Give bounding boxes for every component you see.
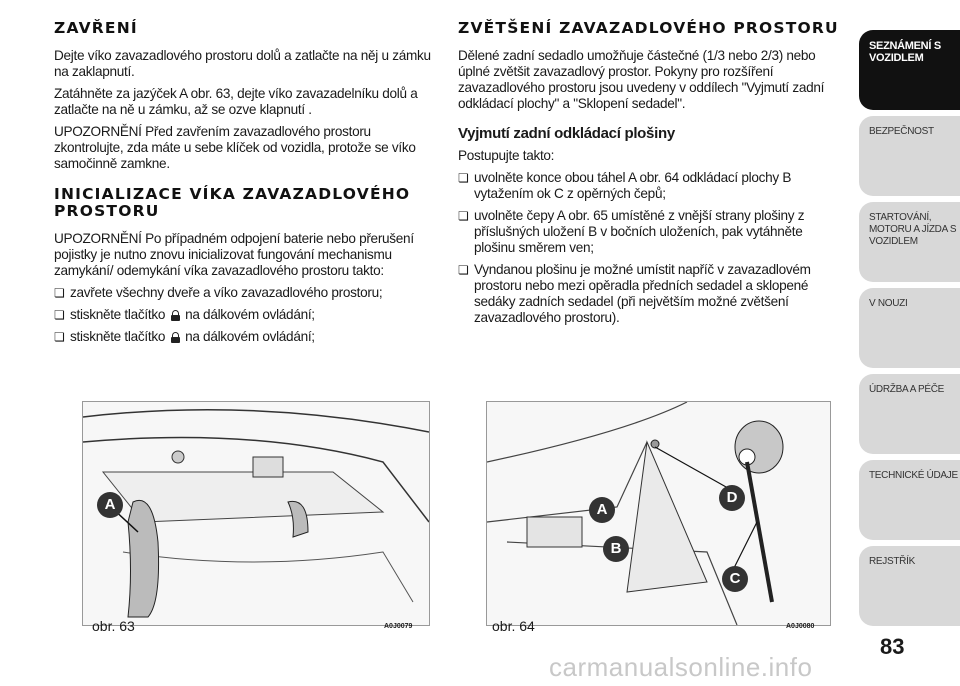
tab-technical-data[interactable]: TECHNICKÉ ÚDAJE [859,460,960,540]
list-item: ❏ Vyndanou plošinu je možné umístit napříč v zavazadlovém prostoru nebo mezi opěradla předních sedadel a sklopené sedáky zadních sedadel (při největším možné zvětšení zavazadlového prostoru). [458,262,843,326]
section-heading-initialization: INICIALIZACE VÍKA ZAVAZADLOVÉHO PROSTORU [54,185,411,220]
list-item: ❏ stiskněte tlačítko na dálkovém ovládání; [54,329,439,345]
callout-c: C [722,566,748,592]
section-heading-closing: ZAVŘENÍ [54,19,138,37]
right-column [458,20,843,332]
callout-b: B [603,536,629,562]
list-item: ❏ uvolněte konce obou táhel A obr. 64 odkládací plochy B vytažením ok C z opěrných čepů; [458,170,843,202]
watermark: carmanualsonline.info [549,652,813,682]
rear-shelf-drawing [487,402,830,625]
warning-paragraph: UPOZORNĚNÍ Po případném odpojení baterie nebo přerušení pojistky je nutno znovu inicializovat fungování mechanismu zamykání/ odemykání víka zavazadlového prostoru takto: [54,231,414,278]
tab-maintenance[interactable]: ÚDRŽBA A PÉČE [859,374,960,454]
list-item: ❏ zavřete všechny dveře a víko zavazadlového prostoru; [54,285,439,301]
tab-starting-and-driving[interactable]: STARTOVÁNÍ, MOTORU A JÍZDA S VOZIDLEM [859,202,960,282]
tab-safety[interactable]: BEZPEČNOST [859,116,960,196]
chapter-tabs [859,30,960,632]
list-item: ❏ stiskněte tlačítko na dálkovém ovládání; [54,307,439,323]
list-item: ❏ uvolněte čepy A obr. 65 umístěné z vnější strany plošiny z příslušných uložení B v bočních uloženích, pak vytáhněte plošinu směrem ven; [458,208,843,256]
figure-64-illustration [486,401,831,626]
tab-getting-to-know-vehicle[interactable]: SEZNÁMENÍ S VOZIDLEM [859,30,960,110]
paragraph: Dělené zadní sedadlo umožňuje částečné (1/3 nebo 2/3) nebo úplné zvětšit zavazadlový prostor. Pokyny pro rozšíření zavazadlového prostoru jsou uvedeny v oddílech "Vyjmutí zadní odkládací plochy" a "Sklopení sedadel". [458,48,825,111]
trunk-lid-drawing [83,402,429,625]
figure-code-63: A0J0079 [384,623,413,630]
lock-icon [171,310,180,320]
lock-icon [171,332,180,342]
section-heading-enlarge: ZVĚTŠENÍ ZAVAZADLOVÉHO PROSTORU [458,19,839,37]
figure-caption-63: obr. 63 [92,618,135,634]
subheading-shelf-removal: Vyjmutí zadní odkládací plošiny [458,125,675,142]
figure-caption-64: obr. 64 [492,618,535,634]
callout-d: D [719,485,745,511]
paragraph: Postupujte takto: [458,148,555,163]
left-column [54,20,439,351]
figure-63-illustration [82,401,430,626]
tab-index[interactable]: REJSTŘÍK [859,546,960,626]
warning-paragraph: UPOZORNĚNÍ Před zavřením zavazadlového prostoru zkontrolujte, zda máte u sebe klíček od vozidla, protože se víko samočinně zamkne. [54,124,416,171]
figure-code-64: A0J0080 [786,623,815,630]
paragraph: Zatáhněte za jazýček A obr. 63, dejte víko zavazadelníku dolů a zatlačte na ně u zámku, až se ozve klapnutí . [54,86,418,117]
tab-emergency[interactable]: V NOUZI [859,288,960,368]
paragraph: Dejte víko zavazadlového prostoru dolů a zatlačte na něj u zámku na zaklapnutí. [54,48,431,79]
callout-a: A [97,492,123,518]
page-number: 83 [880,634,905,659]
callout-a: A [589,497,615,523]
